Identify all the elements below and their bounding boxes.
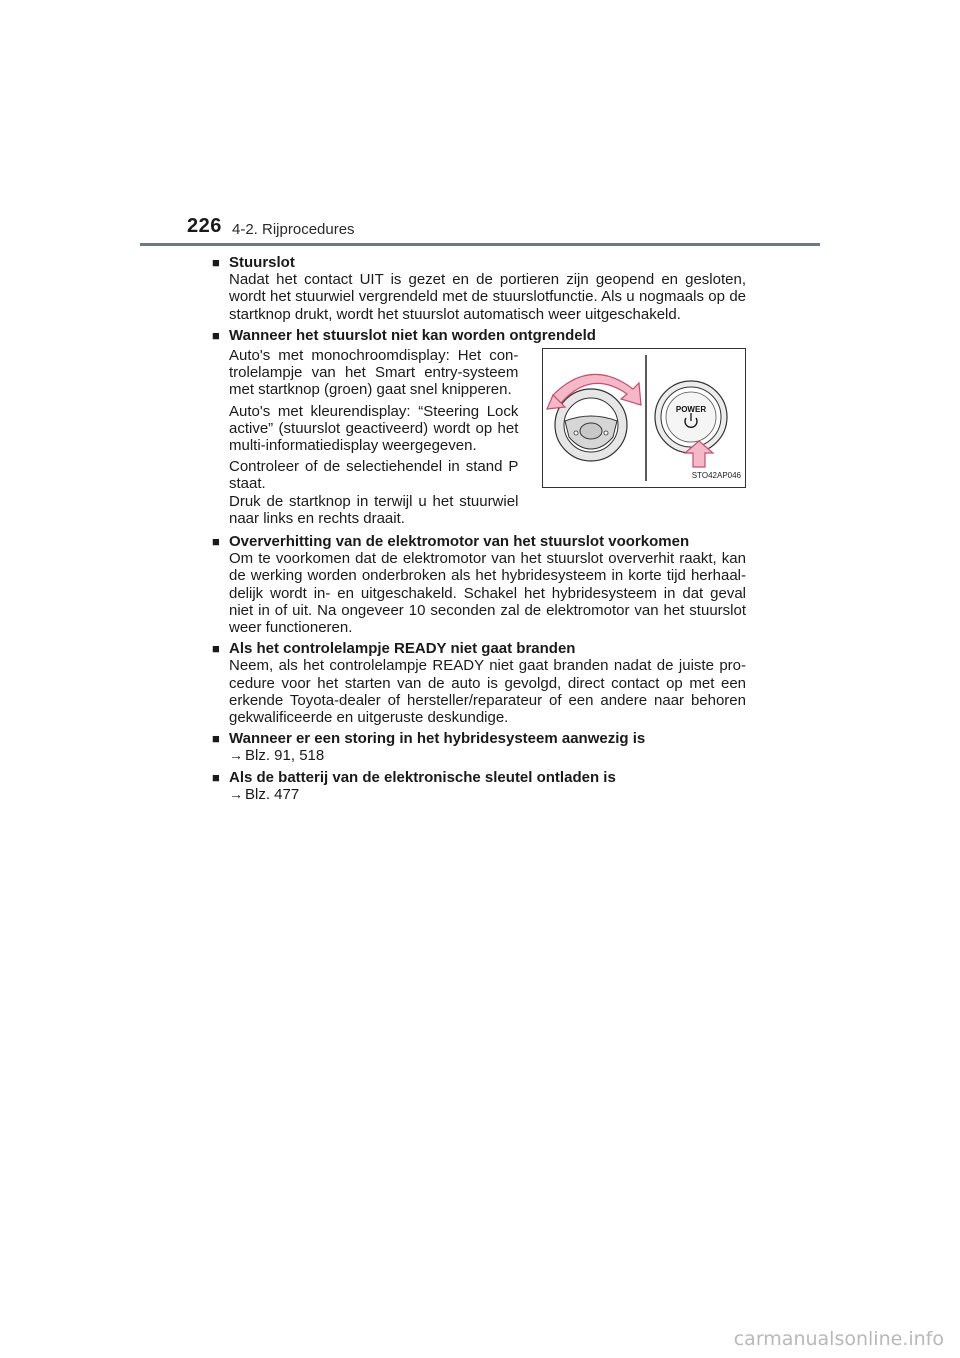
section-text: Om te voorkomen dat de elektromotor van het stuurslot oververhit raakt, kan de werking worden onderbroken als het hybridesysteem in korte tijd herhaal-delijk wordt in- en uitgeschakeld. Schakel het hybridesysteem in dat geval niet in of uit. Na ongeveer 10 seconden zal de elektromotor van het stuurslot weer functioneren. bbox=[229, 550, 746, 637]
paragraph: Auto's met kleurendisplay: “Steering Lock active” (stuurslot geactiveerd) wordt op het multi-informatiedisplay weergegeven. bbox=[229, 402, 519, 455]
section-oververhitting bbox=[212, 533, 746, 636]
section-stuurslot bbox=[212, 254, 746, 323]
power-button-icon bbox=[655, 381, 727, 453]
section-heading: Als het controlelampje READY niet gaat branden bbox=[229, 640, 576, 658]
paragraph: Auto's met monochroomdisplay: Het con-trolelampje van het Smart entry-systeem met startknop (groen) gaat snel knipperen. bbox=[229, 347, 519, 399]
figure-code: STO42AP046 bbox=[691, 470, 741, 480]
bullet-icon: ■ bbox=[212, 255, 220, 270]
section-heading: Als de batterij van de elektronische sleutel ontladen is bbox=[229, 768, 616, 786]
header-rule bbox=[140, 243, 820, 246]
section-batterij-sleutel bbox=[212, 769, 746, 803]
arrow-right-icon: → bbox=[229, 785, 243, 802]
arrow-right-icon: → bbox=[229, 747, 243, 764]
bullet-icon: ■ bbox=[212, 534, 220, 550]
steering-wheel-icon bbox=[555, 389, 627, 461]
bullet-icon: ■ bbox=[212, 327, 220, 343]
page-number: 226 bbox=[187, 215, 222, 237]
section-heading: Oververhitting van de elektromotor van het stuurslot voorkomen bbox=[229, 533, 690, 551]
bullet-icon: ■ bbox=[212, 769, 220, 785]
section-heading: Stuurslot bbox=[229, 254, 295, 271]
steering-power-illustration bbox=[542, 348, 746, 488]
page-reference[interactable]: Blz. 91, 518 bbox=[245, 747, 325, 765]
watermark: carmanualsonline.info bbox=[733, 1328, 944, 1350]
bullet-icon: ■ bbox=[212, 641, 220, 657]
section-text: Nadat het contact UIT is gezet en de portieren zijn geopend en gesloten, wordt het stuurwiel vergrendeld met de stuurslotfunctie. Als u nogmaals op de startknop drukt, wordt het stuurslot automatisch weer uitgeschakeld. bbox=[229, 271, 746, 323]
paragraph: Controleer of de selectiehendel in stand P staat. bbox=[229, 458, 519, 493]
section-title: 4-2. Rijprocedures bbox=[232, 221, 355, 238]
power-label: POWER bbox=[676, 405, 707, 415]
section-stuurslot-ontgrendelen bbox=[212, 327, 746, 527]
bullet-icon: ■ bbox=[212, 731, 220, 747]
main-content bbox=[212, 254, 746, 807]
page-reference[interactable]: Blz. 477 bbox=[245, 785, 300, 803]
section-heading: Wanneer het stuurslot niet kan worden ontgrendeld bbox=[229, 326, 596, 344]
section-ready-lampje bbox=[212, 640, 746, 726]
section-text: Neem, als het controlelampje READY niet gaat branden nadat de juiste pro-cedure voor het starten van de auto is gevolgd, direct contact op met een erkende Toyota-dealer of hersteller/reparateur of een andere naar behoren gekwalificeerde en uitgeruste deskundige. bbox=[229, 657, 746, 727]
paragraph: Druk de startknop in terwijl u het stuurwiel naar links en rechts draait. bbox=[229, 492, 519, 527]
section-storing bbox=[212, 730, 746, 764]
section-heading: Wanneer er een storing in het hybridesysteem aanwezig is bbox=[229, 730, 646, 748]
